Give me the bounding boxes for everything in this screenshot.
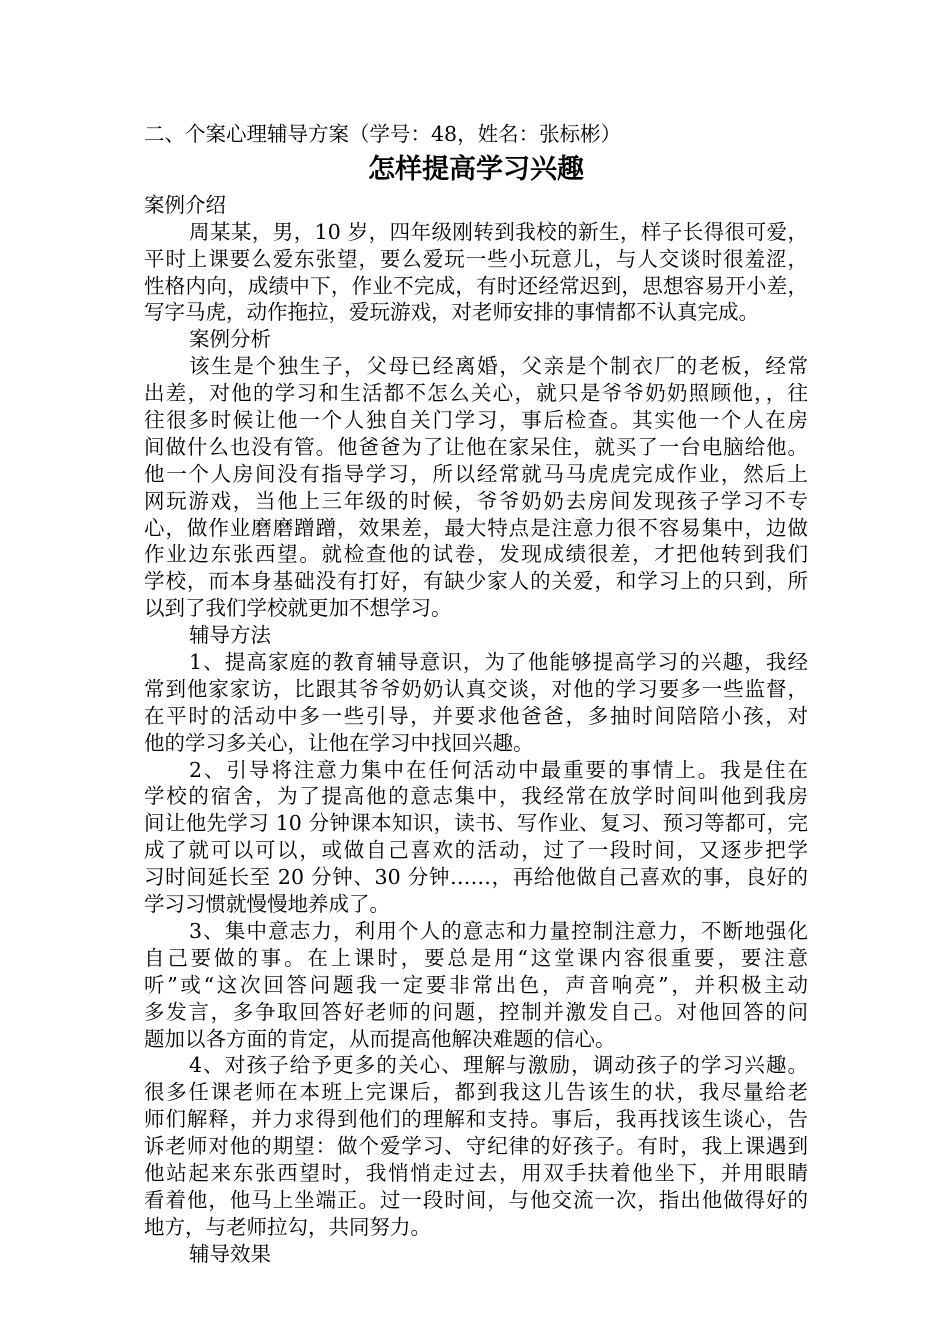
- text-line: 间做什么也没有管。他爸爸为了让他在家呆住，就买了一台电脑给他。: [144, 434, 808, 459]
- document-body: [144, 192, 808, 1268]
- text-line: 案例介绍: [144, 192, 226, 217]
- text-line: 作业边东张西望。就检查他的试卷，发现成绩很差，才把他转到我们: [144, 542, 808, 567]
- text-line: 网玩游戏，当他上三年级的时候，爷爷奶奶去房间发现孩子学习不专: [144, 488, 808, 513]
- text-line: 习时间延长至 20 分钟、30 分钟……，再给他做自己喜欢的事，良好的: [144, 865, 808, 890]
- document-page: [144, 121, 808, 1268]
- text-line: 以到了我们学校就更加不想学习。: [144, 596, 452, 621]
- text-line: 平时上课要么爱东张望，要么爱玩一些小玩意儿，与人交谈时很羞涩，: [144, 246, 808, 271]
- text-line: 3、集中意志力，利用个人的意志和力量控制注意力，不断地强化: [189, 918, 808, 943]
- text-line: 该生是个独生子，父母已经离婚，父亲是个制衣厂的老板，经常: [189, 354, 808, 379]
- text-line: 师们解释，并力求得到他们的理解和支持。事后，我再找该生谈心，告: [144, 1107, 808, 1132]
- document-title: 怎样提高学习兴趣: [368, 153, 584, 185]
- text-line: 写字马虎，动作拖拉，爱玩游戏，对老师安排的事情都不认真完成。: [144, 300, 759, 325]
- text-line: 题加以各方面的肯定，从而提高他解决难题的信心。: [144, 1026, 616, 1051]
- text-line: 性格内向，成绩中下，作业不完成，有时还经常迟到，思想容易开小差，: [144, 273, 808, 298]
- text-line: 出差，对他的学习和生活都不怎么关心，就只是爷爷奶奶照顾他，，往: [144, 381, 808, 406]
- text-line: 案例分析: [189, 327, 271, 352]
- text-line: 他一个人房间没有指导学习，所以经常就马马虎虎完成作业，然后上: [144, 461, 808, 486]
- text-line: 多发言，多争取回答好老师的问题，控制并激发自己。对他回答的问: [144, 999, 808, 1024]
- text-line: 常到他家家访，比跟其爷爷奶奶认真交谈，对他的学习要多一些监督，: [144, 676, 808, 701]
- text-line: 学校，而本身基础没有打好，有缺少家人的关爱，和学习上的只到，所: [144, 569, 808, 594]
- text-line: 学校的宿舍，为了提高他的意志集中，我经常在放学时间叫他到我房: [144, 784, 808, 809]
- text-line: 辅导效果: [189, 1241, 271, 1266]
- section-heading: 二、个案心理辅导方案（学号：48，姓名：张标彬）: [144, 122, 622, 146]
- text-line: 间让他先学习 10 分钟课本知识，读书、写作业、复习、预习等都可，完: [144, 811, 808, 836]
- text-line: 看着他，他马上坐端正。过一段时间，与他交流一次，指出他做得好的: [144, 1187, 808, 1212]
- text-line: 很多任课老师在本班上完课后，都到我这儿告该生的状，我尽量给老: [144, 1080, 808, 1105]
- text-line: 辅导方法: [189, 623, 271, 648]
- text-line: 听”或“这次回答问题我一定要非常出色，声音响亮”，并积极主动: [144, 972, 808, 997]
- text-line: 1、提高家庭的教育辅导意识，为了他能够提高学习的兴趣，我经: [189, 650, 808, 675]
- text-line: 他的学习多关心，让他在学习中找回兴趣。: [144, 730, 534, 755]
- text-line: 4、对孩子给予更多的关心、理解与激励，调动孩子的学习兴趣。: [189, 1053, 808, 1078]
- text-line: 地方，与老师拉勾，共同努力。: [144, 1214, 431, 1239]
- text-line: 在平时的活动中多一些引导，并要求他爸爸，多抽时间陪陪小孩，对: [144, 703, 808, 728]
- text-line: 2、引导将注意力集中在任何活动中最重要的事情上。我是住在: [189, 757, 808, 782]
- text-line: 学习习惯就慢慢地养成了。: [144, 892, 390, 917]
- text-line: 自己要做的事。在上课时，要总是用“这堂课内容很重要，要注意: [144, 945, 808, 970]
- text-line: 诉老师对他的期望：做个爱学习、守纪律的好孩子。有时，我上课遇到: [144, 1134, 808, 1159]
- text-line: 成了就可以可以，或做自己喜欢的活动，过了一段时间，又逐步把学: [144, 838, 808, 863]
- text-line: 他站起来东张西望时，我悄悄走过去，用双手扶着他坐下，并用眼睛: [144, 1160, 808, 1185]
- text-line: 周某某，男，10 岁，四年级刚转到我校的新生，样子长得很可爱，: [189, 219, 808, 244]
- text-line: 往很多时候让他一个人独自关门学习，事后检查。其实他一个人在房: [144, 408, 808, 433]
- text-line: 心，做作业磨磨蹭蹭，效果差，最大特点是注意力很不容易集中，边做: [144, 515, 808, 540]
